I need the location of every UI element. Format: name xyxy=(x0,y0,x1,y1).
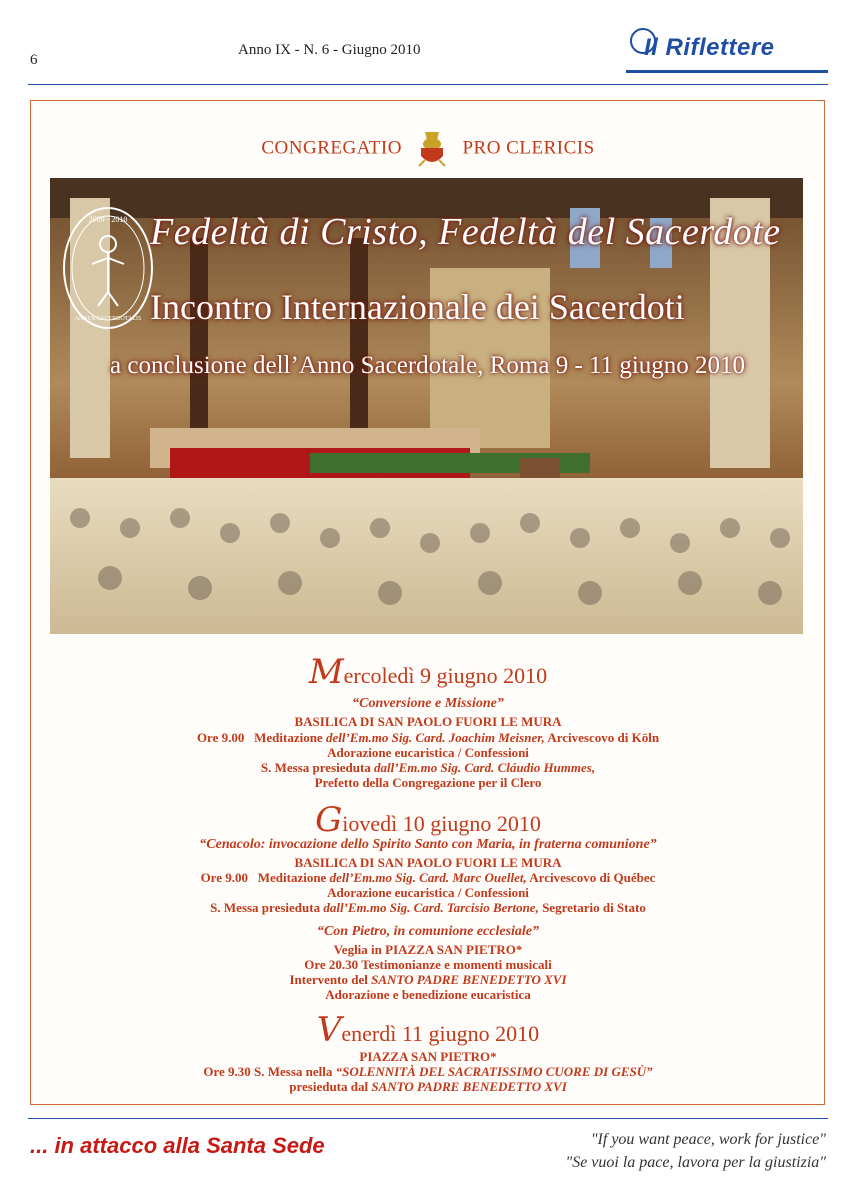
day-initial: V xyxy=(316,1010,342,1050)
seal-text: ANNUS SACERDOTALIS xyxy=(74,316,142,322)
congregation-left: CONGREGATIO xyxy=(261,137,402,159)
day-line xyxy=(0,730,856,746)
day-heading-wednesday xyxy=(0,652,856,692)
day-title: enerdì 11 giugno 2010 xyxy=(341,1021,540,1046)
day-line xyxy=(0,972,856,988)
day-line xyxy=(0,1064,856,1080)
event: Ore 9.30 S. Messa nella xyxy=(203,1064,333,1079)
event: presieduta dal xyxy=(289,1079,369,1094)
day-line xyxy=(0,900,856,916)
day-heading-thursday xyxy=(0,800,856,840)
celebrant-title: Segretario di Stato xyxy=(542,900,646,915)
day-line: Adorazione e benedizione eucaristica xyxy=(325,987,531,1002)
annus-sacerdotalis-seal-icon xyxy=(62,206,154,330)
quote-italian: "Se vuoi la pace, lavora per la giustizia" xyxy=(565,1154,826,1171)
poster-title: Fedeltà di Cristo, Fedeltà del Sacerdote xyxy=(150,211,781,253)
day-place: Veglia in PIAZZA SAN PIETRO* xyxy=(333,942,523,957)
time: Ore 9.00 xyxy=(196,730,245,745)
day-line: Adorazione eucaristica / Confessioni xyxy=(327,745,529,760)
congregation-right: PRO CLERICIS xyxy=(462,137,595,159)
footer-quote xyxy=(565,1128,826,1174)
day-line xyxy=(0,870,856,886)
day-heading-friday xyxy=(0,1010,856,1050)
day-line xyxy=(0,760,856,776)
day-theme: “Conversione e Missione” xyxy=(352,696,504,711)
day-place: BASILICA DI SAN PAOLO FUORI LE MURA xyxy=(294,855,562,870)
day-place: PIAZZA SAN PIETRO* xyxy=(359,1049,497,1064)
poster-dates: a conclusione dell’Anno Sacerdotale, Roma 9 - 11 giugno 2010 xyxy=(110,352,746,379)
celebrant-title: Arcivescovo di Québec xyxy=(529,870,656,885)
footer-divider xyxy=(28,1118,828,1119)
event: Meditazione xyxy=(254,730,323,745)
issue-info: Anno IX - N. 6 - Giugno 2010 xyxy=(238,42,421,58)
poster-subtitle: Incontro Internazionale dei Sacerdoti xyxy=(150,287,685,327)
event: Intervento del xyxy=(289,972,368,987)
celebrant: dell’Em.mo Sig. Card. Marc Ouellet, xyxy=(329,870,527,885)
event: S. Messa presieduta xyxy=(260,760,371,775)
day-line: Ore 20.30 Testimonianze e momenti musicali xyxy=(304,957,552,972)
footer-headline: ... in attacco alla Santa Sede xyxy=(30,1133,325,1158)
celebrant-title: Arcivescovo di Köln xyxy=(547,730,660,745)
day-initial: M xyxy=(308,652,344,692)
quote-english: "If you want peace, work for justice" xyxy=(590,1131,826,1148)
day-line xyxy=(0,1079,856,1095)
celebrant: dall’Em.mo Sig. Card. Tarcisio Bertone, xyxy=(323,900,539,915)
seal-year: 2009 - 2010 xyxy=(88,215,128,224)
day-initial: G xyxy=(315,800,343,840)
header-divider xyxy=(28,84,828,85)
celebrant: SANTO PADRE BENEDETTO XVI xyxy=(371,1079,567,1094)
day-title: iovedì 10 giugno 2010 xyxy=(342,811,541,836)
celebration: “SOLENNITÀ DEL SACRATISSIMO CUORE DI GESÙ” xyxy=(335,1064,653,1079)
event: Meditazione xyxy=(257,870,327,885)
day-theme: “Cenacolo: invocazione dello Spirito Santo con Maria, in fraterna comunione” xyxy=(199,837,657,852)
event: S. Messa presieduta xyxy=(210,900,321,915)
congregation-heading xyxy=(0,130,856,168)
celebrant: dall’Em.mo Sig. Card. Cláudio Hummes, xyxy=(374,760,596,775)
day-title: ercoledì 9 giugno 2010 xyxy=(343,663,548,688)
celebrant: dell’Em.mo Sig. Card. Joachim Meisner, xyxy=(325,730,545,745)
brand-underline xyxy=(626,70,828,73)
brand-name: Il Riflettere xyxy=(644,34,775,61)
celebrant: SANTO PADRE BENEDETTO XVI xyxy=(371,972,567,987)
day-place: BASILICA DI SAN PAOLO FUORI LE MURA xyxy=(294,714,562,729)
day-theme: “Con Pietro, in comunione ecclesiale” xyxy=(316,924,540,939)
papal-crest-icon xyxy=(415,130,449,168)
page-number: 6 xyxy=(30,52,38,68)
time: Ore 9.00 xyxy=(200,870,248,885)
brand-logo xyxy=(630,28,830,68)
day-line: Prefetto della Congregazione per il Clero xyxy=(314,775,542,790)
day-line: Adorazione eucaristica / Confessioni xyxy=(327,885,529,900)
